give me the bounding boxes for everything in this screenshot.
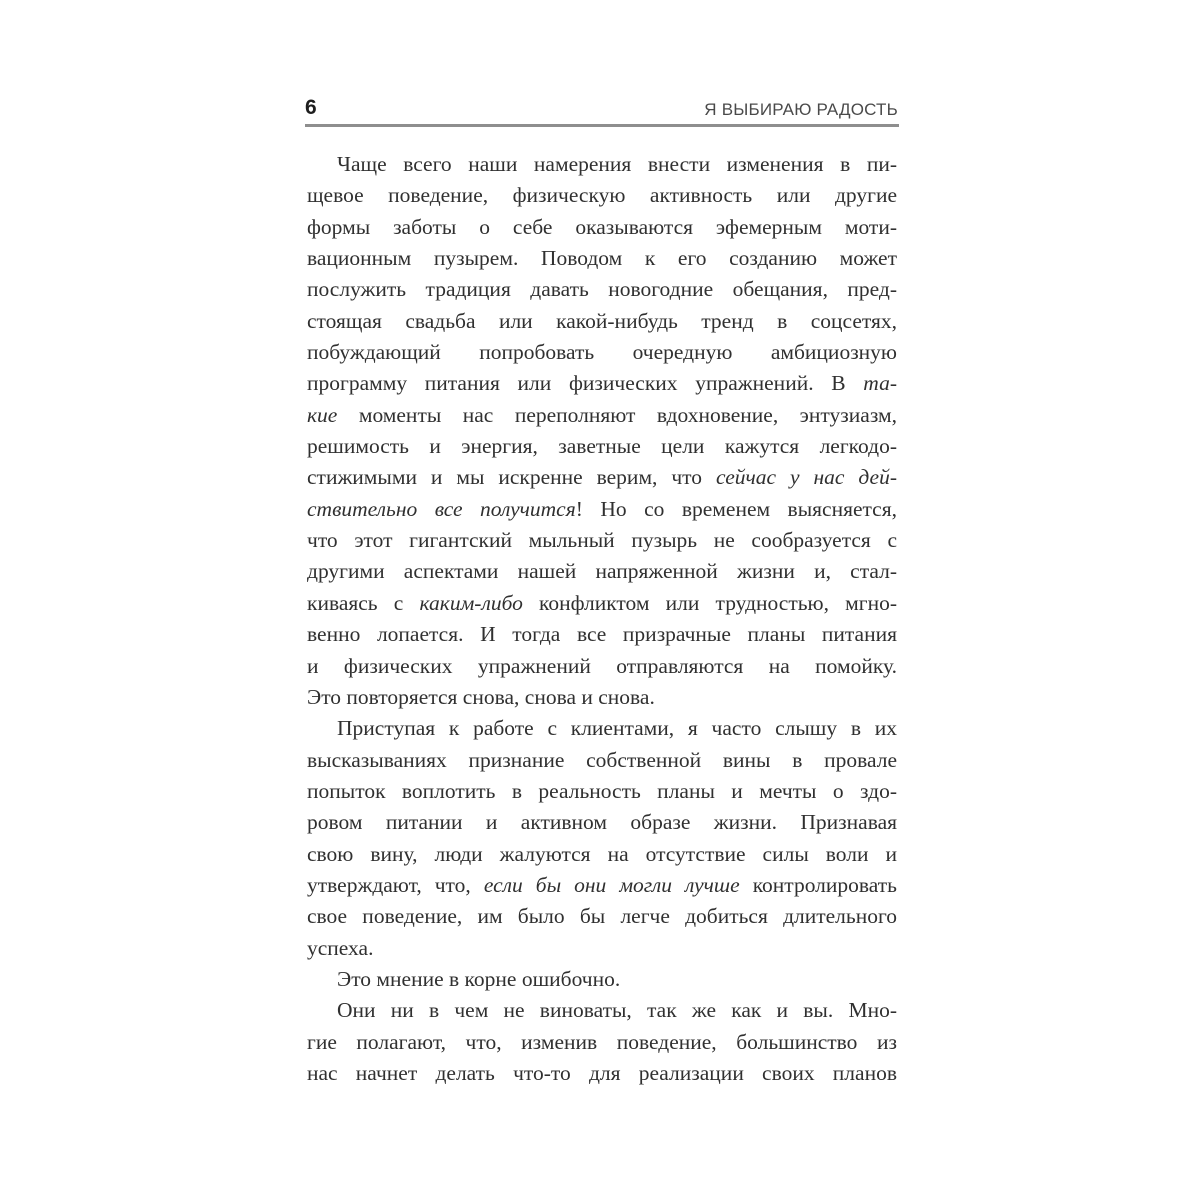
text-line [307, 180, 897, 211]
text-segment: вационным пузырем. Поводом к его созданию может [307, 246, 897, 271]
page-header [305, 97, 898, 118]
text-segment: Они ни в чем не виноваты, так же как и вы. Мно- [337, 998, 897, 1023]
text-line [307, 274, 897, 305]
text-segment: моменты нас переполняют вдохновение, энтузиазм, [337, 402, 897, 427]
text-segment: успеха. [307, 935, 374, 960]
header-rule-divider [305, 124, 899, 127]
text-segment: утверждают, что, [307, 872, 484, 897]
italic-text-segment: сейчас у нас дей- [715, 465, 897, 490]
text-line [307, 149, 897, 180]
text-line [307, 745, 897, 776]
text-line [307, 870, 897, 901]
text-line [307, 839, 897, 870]
text-line [307, 368, 897, 399]
text-line [307, 212, 897, 243]
text-segment: свою вину, люди жалуются на отсутствие силы воли и [307, 841, 897, 866]
text-segment: контролировать [739, 872, 897, 897]
text-line [307, 306, 897, 337]
text-segment: стоящая свадьба или какой-нибудь тренд в соцсетях, [307, 308, 897, 333]
running-title: Я ВЫБИРАЮ РАДОСТЬ [704, 100, 898, 119]
italic-text-segment: ствительно все получится [307, 496, 576, 521]
text-line [307, 588, 897, 619]
text-segment: щевое поведение, физическую активность или другие [307, 183, 897, 208]
text-line [307, 400, 897, 431]
text-line [307, 337, 897, 368]
text-segment: венно лопается. И тогда все призрачные планы питания [307, 622, 897, 647]
text-line [307, 1027, 897, 1058]
text-line [307, 431, 897, 462]
text-segment: попыток воплотить в реальность планы и мечты о здо- [307, 778, 897, 803]
text-line [307, 462, 897, 493]
italic-text-segment: та- [863, 371, 897, 396]
text-segment: Чаще всего наши намерения внести изменения в пи- [337, 152, 897, 176]
text-segment: программу питания или физических упражнений. В [307, 371, 864, 396]
text-segment: Приступая к работе с клиентами, я часто слышу в их [337, 716, 897, 741]
text-segment: Это мнение в корне ошибочно. [337, 966, 621, 991]
italic-text-segment: кие [307, 402, 338, 427]
italic-text-segment: каким-либо [419, 590, 523, 615]
body-text [307, 149, 897, 1089]
text-segment: другими аспектами нашей напряженной жизни и, стал- [307, 559, 897, 584]
text-line [307, 525, 897, 556]
text-segment: нас начнет делать что-то для реализации своих планов [307, 1060, 897, 1085]
text-segment: ровом питании и активном образе жизни. Признавая [307, 810, 897, 835]
text-segment: гие полагают, что, изменив поведение, большинство из [307, 1029, 897, 1054]
text-line [307, 933, 897, 964]
text-segment: послужить традиция давать новогодние обещания, пред- [307, 277, 897, 302]
text-line [307, 807, 897, 838]
text-segment: киваясь с [307, 590, 420, 615]
italic-text-segment: если бы они могли лучше [483, 872, 740, 897]
text-segment: и физических упражнений отправляются на помойку. [307, 653, 897, 678]
page-number: 6 [305, 96, 317, 119]
text-line [307, 901, 897, 932]
text-line [307, 995, 897, 1026]
text-line [307, 243, 897, 274]
text-line [307, 619, 897, 650]
text-segment: ! Но со временем выясняется, [575, 496, 897, 521]
text-segment: конфликтом или трудностью, мгно- [522, 590, 897, 615]
text-segment: что этот гигантский мыльный пузырь не сообразуется с [307, 528, 897, 553]
text-segment: побуждающий попробовать очередную амбициозную [307, 340, 897, 365]
text-line [307, 556, 897, 587]
text-line [307, 682, 897, 713]
text-segment: свое поведение, им было бы легче добиться длительного [307, 904, 897, 929]
text-segment: высказываниях признание собственной вины в провале [307, 747, 897, 772]
text-segment: стижимыми и мы искренне верим, что [307, 465, 716, 490]
text-line [307, 494, 897, 525]
text-line [307, 713, 897, 744]
text-segment: формы заботы о себе оказываются эфемерным моти- [307, 214, 897, 239]
text-line [307, 964, 897, 995]
text-line [307, 776, 897, 807]
text-line [307, 651, 897, 682]
text-segment: Это повторяется снова, снова и снова. [307, 684, 655, 709]
text-segment: решимость и энергия, заветные цели кажутся легкодо- [307, 434, 897, 459]
text-line [307, 1058, 897, 1089]
